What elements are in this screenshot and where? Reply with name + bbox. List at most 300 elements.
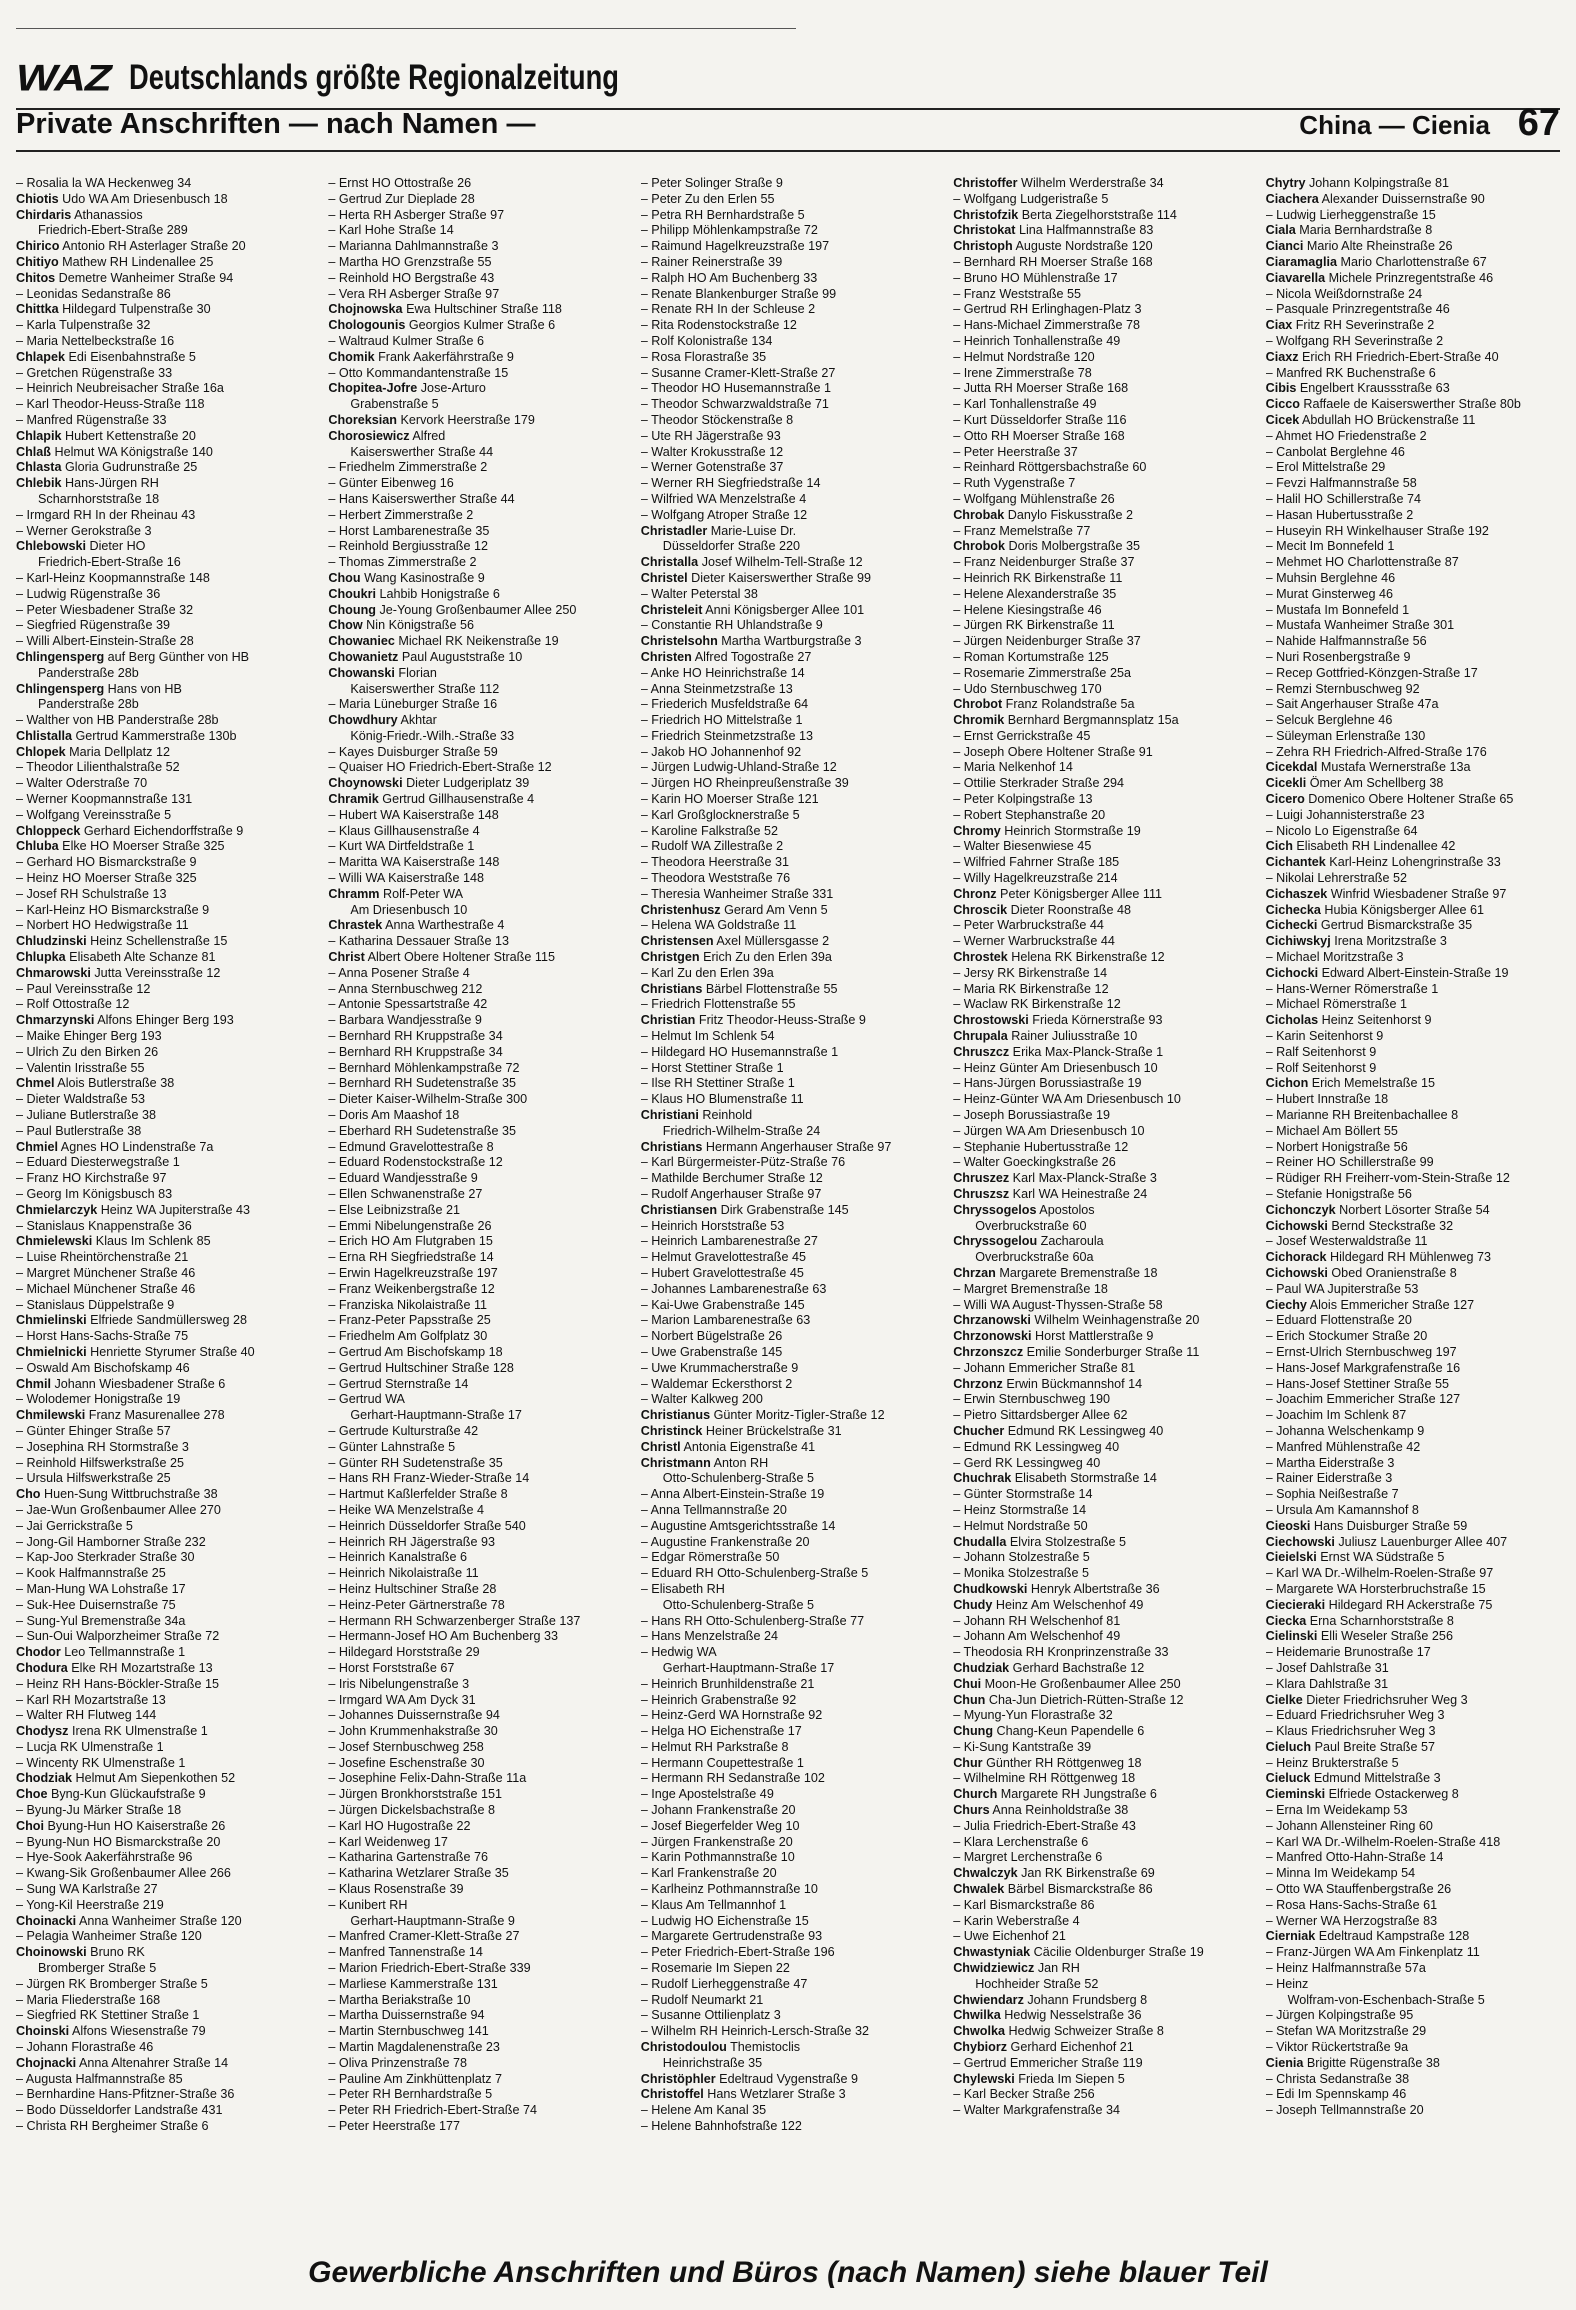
listing-entry: – Horst Stettiner Straße 1 xyxy=(640,1060,784,1075)
listing-entry: Christalla Josef Wilhelm-Tell-Straße 12 xyxy=(640,555,863,570)
listing-entry: – Walther von HB Panderstraße 28b xyxy=(16,713,219,728)
listing-entry: – Heinrich Lambarenestraße 27 xyxy=(640,1234,818,1249)
listing-entry: – Katharina Wetzlarer Straße 35 xyxy=(328,1866,509,1881)
listing-entry: – Rainer Reinerstraße 39 xyxy=(640,254,783,269)
listing-entry: – Werner Gotenstraße 37 xyxy=(640,460,784,475)
listing-entry: Choukri Lahbib Honigstraße 6 xyxy=(328,586,500,601)
listing-entry: – Augustine Amtsgerichtsstraße 14 xyxy=(640,1518,836,1533)
listing-entry: Chluba Elke HO Moerser Straße 325 xyxy=(16,839,225,854)
listing-entry: Chmil Johann Wiesbadener Straße 6 xyxy=(16,1376,226,1391)
listing-entry: – Norbert Honigstraße 56 xyxy=(1265,1139,1408,1154)
listing-entry: – Manfred Tannenstraße 14 xyxy=(328,1945,483,1960)
listing-entry: Cieielski Ernst WA Südstraße 5 xyxy=(1265,1550,1445,1565)
listing-entry: Chudziak Gerhard Bachstraße 12 xyxy=(953,1660,1145,1675)
listing-entry: – Margret Münchener Straße 46 xyxy=(16,1265,196,1280)
listing-entry: – Wolfgang Ludgeristraße 5 xyxy=(953,191,1109,206)
listing-entry: – Peter Wiesbadener Straße 32 xyxy=(16,602,194,617)
listing-entry: Chramik Gertrud Gillhausenstraße 4 xyxy=(328,792,535,807)
footer-note: Gewerbliche Anschriften und Büros (nach Namen) siehe blauer Teil xyxy=(308,2256,1268,2289)
listing-entry: – Wilfried WA Menzelstraße 4 xyxy=(640,491,807,506)
listing-entry: – Michael Römerstraße 1 xyxy=(1265,997,1407,1012)
listing-entry: – Josef RH Schulstraße 13 xyxy=(16,886,167,901)
listing-entry: – Hildegard HO Husemannstraße 1 xyxy=(640,1044,839,1059)
listing-entry: – Werner Koopmannstraße 131 xyxy=(16,792,193,807)
listing-entry: – Ursula Hilfswerkstraße 25 xyxy=(16,1471,171,1486)
listing-entry: – Ernst Gerrickstraße 45 xyxy=(953,728,1091,743)
listing-entry: – Manfred RK Buchenstraße 6 xyxy=(1265,365,1436,380)
listing-entry: Chlebik Hans-Jürgen RH xyxy=(16,476,159,491)
listing-entry: Chmielewski Klaus Im Schlenk 85 xyxy=(16,1234,211,1249)
listing-entry: – Johanna Welschenkamp 9 xyxy=(1265,1423,1425,1438)
listing-entry: Gerhart-Hauptmann-Straße 9 xyxy=(350,1913,515,1928)
listing-entry: – Manfred Mühlenstraße 42 xyxy=(1265,1439,1421,1454)
listing-entry: – Irmgard WA Am Dyck 31 xyxy=(328,1692,476,1707)
listing-entry: Ciechowski Juliusz Lauenburger Allee 407 xyxy=(1265,1534,1508,1549)
listing-entry: – Rosa Hans-Sachs-Straße 61 xyxy=(1265,1897,1438,1912)
listing-entry: – Eduard Flottenstraße 20 xyxy=(1265,1313,1412,1328)
listing-entry: – Hans-Josef Stettiner Straße 55 xyxy=(1265,1376,1449,1391)
listing-entry: – Susanne Ottilienplatz 3 xyxy=(640,2008,781,2023)
page-range: China — Cienia xyxy=(1299,110,1490,140)
listing-entry: – Maritta WA Kaiserstraße 148 xyxy=(328,855,500,870)
masthead-title-line xyxy=(16,50,757,100)
listing-entry: – Karl HO Hugostraße 22 xyxy=(328,1818,471,1833)
listing-entry: – Reinhold Bergiusstraße 12 xyxy=(328,539,489,554)
listing-entry: – Yong-Kil Heerstraße 219 xyxy=(16,1897,164,1912)
listing-entry: – Rudolf Lierheggenstraße 47 xyxy=(640,1976,808,1991)
listing-entry: – Heinz Günter Am Driesenbusch 10 xyxy=(953,1060,1158,1075)
listing-entry: – Theodor Lilienthalstraße 52 xyxy=(16,760,180,775)
listing-entry: – Hermann RH Sedanstraße 102 xyxy=(640,1771,825,1786)
listing-entry: – Emmi Nibelungenstraße 26 xyxy=(328,1218,492,1233)
listing-entry: – Otto WA Stauffenbergstraße 26 xyxy=(1265,1882,1452,1897)
listing-entry: Chrzanowski Wilhelm Weinhagenstraße 20 xyxy=(953,1313,1200,1328)
listing-entry: – Kook Halfmannstraße 25 xyxy=(16,1566,166,1581)
listing-entry: – Siegfried RK Stettiner Straße 1 xyxy=(16,2008,200,2023)
listing-entry: Chou Wang Kasinostraße 9 xyxy=(328,570,485,585)
listing-entry: – Eduard Rodenstockstraße 12 xyxy=(328,1155,503,1170)
listing-entry: – Roman Kortumstraße 125 xyxy=(953,649,1109,664)
listing-entry: Church Margarete RH Jungstraße 6 xyxy=(953,1787,1157,1802)
listing-entry: – Karin HO Moerser Straße 121 xyxy=(640,792,819,807)
listing-entry: – Irene Zimmerstraße 78 xyxy=(953,365,1092,380)
listing-entry: – Anna Albert-Einstein-Straße 19 xyxy=(640,1487,825,1502)
listing-entry: Cichiwskyj Irena Moritzstraße 3 xyxy=(1265,934,1447,949)
listing-entry: – Eduard RH Otto-Schulenberg-Straße 5 xyxy=(640,1566,869,1581)
listing-entry: – Mustafa Wanheimer Straße 301 xyxy=(1265,618,1455,633)
listing-entry: – Pasquale Prinzregentstraße 46 xyxy=(1265,302,1450,317)
listing-entry: – Rüdiger RH Freiherr-vom-Stein-Straße 12 xyxy=(1265,1171,1510,1186)
listing-entry: – Karl Theodor-Heuss-Straße 118 xyxy=(16,397,205,412)
listing-entry: Chybiorz Gerhard Eichenhof 21 xyxy=(953,2040,1134,2055)
listing-entry: Christiani Reinhold xyxy=(640,1108,753,1123)
listing-entry: – Anna Tellmannstraße 20 xyxy=(640,1502,787,1517)
listing-entry: – Klaus HO Blumenstraße 11 xyxy=(640,1092,804,1107)
listing-entry: – Jürgen Frankenstraße 20 xyxy=(640,1834,793,1849)
listing-entry: Cieluck Edmund Mittelstraße 3 xyxy=(1265,1771,1441,1786)
section-title: Private Anschriften — nach Namen — xyxy=(16,108,536,140)
listing-entry: Cicco Raffaele de Kaiserswerther Straße 80b xyxy=(1265,397,1521,412)
listing-entry: Gerhart-Hauptmann-Straße 17 xyxy=(662,1660,835,1675)
listing-entry: – Hans-Werner Römerstraße 1 xyxy=(1265,981,1439,996)
listing-entry: – Heinz xyxy=(1265,1976,1309,1991)
listing-entry: Overbruckstraße 60 xyxy=(975,1218,1087,1233)
listing-entry: – Wolfgang Vereinsstraße 5 xyxy=(16,807,172,822)
listing-entry: – Helena WA Goldstraße 11 xyxy=(640,918,797,933)
listing-entry: – Mustafa Im Bonnefeld 1 xyxy=(1265,602,1410,617)
listing-entry: Chwalczyk Jan RK Birkenstraße 69 xyxy=(953,1866,1155,1881)
listing-entry: – Rainer Eiderstraße 3 xyxy=(1265,1471,1393,1486)
listing-entry: Chodysz Irena RK Ulmenstraße 1 xyxy=(16,1724,208,1739)
listing-entry: Cienia Brigitte Rügenstraße 38 xyxy=(1265,2055,1440,2070)
listing-entry: – Manfred Otto-Hahn-Straße 14 xyxy=(1265,1850,1444,1865)
listing-entry: Chittka Hildegard Tulpenstraße 30 xyxy=(16,302,211,317)
listing-entry: – Myung-Yun Florastraße 32 xyxy=(953,1708,1113,1723)
listing-entry: – Herta RH Asberger Straße 97 xyxy=(328,207,505,222)
listing-entry: – Martin Sternbuschweg 141 xyxy=(328,2024,489,2039)
listing-entry: – Bodo Düsseldorfer Landstraße 431 xyxy=(16,2103,223,2118)
listing-entry: – Ruth Vygenstraße 7 xyxy=(953,476,1076,491)
listing-entry: – Erwin Hagelkreuzstraße 197 xyxy=(328,1265,498,1280)
listing-entry: – Maria Nettelbeckstraße 16 xyxy=(16,333,175,348)
listing-entry: – Werner Warbruckstraße 44 xyxy=(953,934,1115,949)
listing-entry: – Helmut Nordstraße 120 xyxy=(953,349,1095,364)
listing-entry: – Gertrud Hultschiner Straße 128 xyxy=(328,1360,514,1375)
listing-entry: – Zehra RH Friedrich-Alfred-Straße 176 xyxy=(1265,744,1487,759)
listing-entry: – Hubert Gravelottestraße 45 xyxy=(640,1265,804,1280)
listing-entry: – Erol Mittelstraße 29 xyxy=(1265,460,1386,475)
listing-entry: – Bruno HO Mühlenstraße 17 xyxy=(953,270,1118,285)
listing-entry: – Bernhardine Hans-Pfitzner-Straße 36 xyxy=(16,2087,235,2102)
listing-entry: – Anna Sternbuschweg 212 xyxy=(328,981,483,996)
listing-entry: – Theodor HO Husemannstraße 1 xyxy=(640,381,831,396)
listing-entry: Chmarowski Jutta Vereinsstraße 12 xyxy=(16,965,221,980)
listing-entry: Chlasta Gloria Gudrunstraße 25 xyxy=(16,460,198,475)
listing-entry: Cieluch Paul Breite Straße 57 xyxy=(1265,1739,1435,1754)
listing-entry: – Karl Frankenstraße 20 xyxy=(640,1866,777,1881)
listing-entry: – Bernhard RH Kruppstraße 34 xyxy=(328,1029,503,1044)
listing-entry: Chlapik Hubert Kettenstraße 20 xyxy=(16,428,196,443)
listing-entry: Chojnowska Ewa Hultschiner Straße 118 xyxy=(328,302,562,317)
listing-entry: – Gertrud Emmericher Straße 119 xyxy=(953,2055,1143,2070)
listing-entry: – Wilhelm RH Heinrich-Lersch-Straße 32 xyxy=(640,2024,869,2039)
listing-entry: – Oswald Am Bischofskamp 46 xyxy=(16,1360,190,1375)
listing-entry: – Hubert Innstraße 18 xyxy=(1265,1092,1389,1107)
listing-entry: Ciecka Erna Scharnhorststraße 8 xyxy=(1265,1613,1454,1628)
listing-entry: – Stephanie Hubertusstraße 12 xyxy=(953,1139,1129,1154)
listing-entry: – Franz-Jürgen WA Am Finkenplatz 11 xyxy=(1265,1945,1480,1960)
listing-entry: – Willi Albert-Einstein-Straße 28 xyxy=(16,634,194,649)
listing-entry: – Jürgen RK Birkenstraße 11 xyxy=(953,618,1115,633)
listing-entry: – Herbert Zimmerstraße 2 xyxy=(328,507,474,522)
listing-entry: – Canbolat Berglehne 46 xyxy=(1265,444,1405,459)
listing-entry: Ciaramaglia Mario Charlottenstraße 67 xyxy=(1265,254,1487,269)
listing-entry: – Walter Goeckingkstraße 26 xyxy=(953,1155,1116,1170)
listing-entry: – Christa Sedanstraße 38 xyxy=(1265,2071,1410,2086)
listing-entry: – Vera RH Asberger Straße 97 xyxy=(328,286,500,301)
listing-entry: – Monika Stolzestraße 5 xyxy=(953,1566,1089,1581)
listing-entry: – Heike WA Menzelstraße 4 xyxy=(328,1502,485,1517)
listing-entry: – Karl-Heinz HO Bismarckstraße 9 xyxy=(16,902,210,917)
listing-entry: – Doris Am Maashof 18 xyxy=(328,1108,460,1123)
listing-entry: Chodziak Helmut Am Siepenkothen 52 xyxy=(16,1771,236,1786)
listing-entry: – Halil HO Schillerstraße 74 xyxy=(1265,491,1421,506)
listing-entry: – Josef Biegerfelder Weg 10 xyxy=(640,1818,800,1833)
listing-entry: Choreksian Kervork Heerstraße 179 xyxy=(328,412,535,427)
listing-entry: – Bernhard RH Moerser Straße 168 xyxy=(953,254,1153,269)
listing-entry: – Sung-Yul Bremenstraße 34a xyxy=(16,1613,186,1628)
listing-entry: – John Krummenhakstraße 30 xyxy=(328,1724,498,1739)
listing-entry: – Rudolf Neumarkt 21 xyxy=(640,1992,764,2007)
listing-entry: – Walter Oderstraße 70 xyxy=(16,776,148,791)
listing-entry: – Heinrich Grabenstraße 92 xyxy=(640,1692,797,1707)
listing-entry: – Heinz Brukterstraße 5 xyxy=(1265,1755,1399,1770)
listing-column-1 xyxy=(16,176,310,2236)
listing-entry: – Günter Stormstraße 14 xyxy=(953,1487,1093,1502)
listing-entry: – Sung WA Karlstraße 27 xyxy=(16,1882,158,1897)
listing-entry: – Helene Bahnhofstraße 122 xyxy=(640,2119,802,2134)
listing-entry: Cichorack Hildegard RH Mühlenweg 73 xyxy=(1265,1250,1492,1265)
listing-entry: – Edi Im Spennskamp 46 xyxy=(1265,2087,1407,2102)
listing-entry: – Martha HO Grenzstraße 55 xyxy=(328,254,492,269)
listing-entry: – Klaus Rosenstraße 39 xyxy=(328,1882,464,1897)
listing-entry: Chrostowski Frieda Körnerstraße 93 xyxy=(953,1013,1163,1028)
listing-entry: Chwolka Hedwig Schweizer Straße 8 xyxy=(953,2024,1164,2039)
listing-entry: – Ilse RH Stettiner Straße 1 xyxy=(640,1076,795,1091)
listing-entry: Gerhart-Hauptmann-Straße 17 xyxy=(350,1408,522,1423)
listing-entry: – Gertrud Zur Dieplade 28 xyxy=(328,191,475,206)
listing-entry: – Heinrich Nikolaistraße 11 xyxy=(328,1566,479,1581)
listing-entry: – Karoline Falkstraße 52 xyxy=(640,823,778,838)
listing-entry: – Erna RH Siegfriedstraße 14 xyxy=(328,1250,494,1265)
listing-entry: – Karlheinz Pothmannstraße 10 xyxy=(640,1882,818,1897)
listing-entry: Chmielnicki Henriette Styrumer Straße 40 xyxy=(16,1344,255,1359)
listing-entry: Wolfram-von-Eschenbach-Straße 5 xyxy=(1287,1992,1485,2007)
listing-entry: Bromberger Straße 5 xyxy=(38,1961,157,1976)
listing-entry: – Ernst-Ulrich Sternbuschweg 197 xyxy=(1265,1344,1457,1359)
listing-entry: Chur Günther RH Röttgenweg 18 xyxy=(953,1755,1142,1770)
listing-entry: – Gertrud Am Bischofskamp 18 xyxy=(328,1344,503,1359)
listing-entry: Chuchrak Elisabeth Stormstraße 14 xyxy=(953,1471,1157,1486)
listing-entry: Christöphler Edeltraud Vygenstraße 9 xyxy=(640,2071,859,2086)
listing-entry: Cieoski Hans Duisburger Straße 59 xyxy=(1265,1518,1468,1533)
listing-entry: – Gerd RK Lessingweg 40 xyxy=(953,1455,1101,1470)
listing-entry: – Jürgen Kolpingstraße 95 xyxy=(1265,2008,1414,2023)
listing-entry: Christoph Auguste Nordstraße 120 xyxy=(953,239,1153,254)
listing-entry: – Petra RH Bernhardstraße 5 xyxy=(640,207,805,222)
listing-entry: – Heinz-Gerd WA Hornstraße 92 xyxy=(640,1708,823,1723)
listing-entry: Cho Huen-Sung Wittbruchstraße 38 xyxy=(16,1487,218,1502)
listing-entry: – Theodora Weststraße 76 xyxy=(640,871,791,886)
listing-entry: Chorosiewicz Alfred xyxy=(328,428,446,443)
listing-entry: – Jong-Gil Hamborner Straße 232 xyxy=(16,1534,206,1549)
listing-entry: – Selcuk Berglehne 46 xyxy=(1265,713,1393,728)
listing-entry: – Franz Neidenburger Straße 37 xyxy=(953,555,1135,570)
listing-entry: Chudy Heinz Am Welschenhof 49 xyxy=(953,1597,1144,1612)
listing-entry: – Uwe Grabenstraße 145 xyxy=(640,1344,783,1359)
listing-entry: – Johann Stolzestraße 5 xyxy=(953,1550,1090,1565)
listing-entry: – Reiner HO Schillerstraße 99 xyxy=(1265,1155,1434,1170)
listing-entry: – Heinrich Brunhildenstraße 21 xyxy=(640,1676,815,1691)
listing-entry: – Margret Bremenstraße 18 xyxy=(953,1281,1108,1296)
listing-entry: – Stanislaus Düppelstraße 9 xyxy=(16,1297,175,1312)
listing-entry: – Josef Sternbuschweg 258 xyxy=(328,1739,484,1754)
listing-entry: – Maria Nelkenhof 14 xyxy=(953,760,1073,775)
listing-entry: – Hans RH Franz-Wieder-Straße 14 xyxy=(328,1471,530,1486)
listing-entry: – Karl WA Dr.-Wilhelm-Roelen-Straße 418 xyxy=(1265,1834,1501,1849)
listing-entry: – Manfred Rügenstraße 33 xyxy=(16,412,167,427)
listing-entry: – Franziska Nikolaistraße 11 xyxy=(328,1297,488,1312)
listing-entry: – Mathilde Berchumer Straße 12 xyxy=(640,1171,823,1186)
listing-entry: – Michael Münchener Straße 46 xyxy=(16,1281,196,1296)
listing-entry: – Josefine Eschenstraße 30 xyxy=(328,1755,485,1770)
listing-entry: – Martin Magdalenenstraße 23 xyxy=(328,2040,500,2055)
listing-entry: Ciavarella Michele Prinzregentstraße 46 xyxy=(1265,270,1494,285)
listing-entry: Ciechy Alois Emmericher Straße 127 xyxy=(1265,1297,1475,1312)
listing-entry: – Pietro Sittardsberger Allee 62 xyxy=(953,1408,1128,1423)
listing-entry: – Paul WA Jupiterstraße 53 xyxy=(1265,1281,1419,1296)
listing-entry: Cichowski Obed Oranienstraße 8 xyxy=(1265,1265,1457,1280)
listing-entry: – Norbert HO Hedwigstraße 11 xyxy=(16,918,189,933)
listing-entry: – Walter Biesenwiese 45 xyxy=(953,839,1092,854)
listing-entry: – Heinz-Günter WA Am Driesenbusch 10 xyxy=(953,1092,1181,1107)
listing-entry: – Karin Weberstraße 4 xyxy=(953,1913,1080,1928)
listing-entry: – Peter RH Friedrich-Ebert-Straße 74 xyxy=(328,2103,537,2118)
listing-entry: – Jutta RH Moerser Straße 168 xyxy=(953,381,1129,396)
listing-entry: – Nahide Halfmannstraße 56 xyxy=(1265,634,1427,649)
listing-entry: – Peter Solinger Straße 9 xyxy=(640,176,783,190)
listing-entry: Cichaszek Winfrid Wiesbadener Straße 97 xyxy=(1265,886,1507,901)
listing-entry: – Marion Lambarenestraße 63 xyxy=(640,1313,811,1328)
listing-entry: Chun Cha-Jun Dietrich-Rütten-Straße 12 xyxy=(953,1692,1184,1707)
listing-entry: Chylewski Frieda Im Siepen 5 xyxy=(953,2071,1125,2086)
listing-entry: – Martha Eiderstraße 3 xyxy=(1265,1455,1395,1470)
listing-entry: Cicero Domenico Obere Holtener Straße 65 xyxy=(1265,792,1514,807)
listing-entry: – Friedhelm Zimmerstraße 2 xyxy=(328,460,488,475)
listing-entry: – Hildegard Horststraße 29 xyxy=(328,1645,480,1660)
listing-entry: – Hartmut Kaßlerfelder Straße 8 xyxy=(328,1487,508,1502)
listing-entry: Chruszcz Erika Max-Planck-Straße 1 xyxy=(953,1044,1164,1059)
listing-entry: Choe Byng-Kun Glückaufstraße 9 xyxy=(16,1787,206,1802)
listing-entry: – Man-Hung WA Lohstraße 17 xyxy=(16,1581,186,1596)
listing-entry: Chrzonz Erwin Bückmannshof 14 xyxy=(953,1376,1143,1391)
listing-entry: Chlaß Helmut WA Königstraße 140 xyxy=(16,444,213,459)
listing-entry: Ciecieraki Hildegard RH Ackerstraße 75 xyxy=(1265,1597,1493,1612)
listing-entry: – Hye-Sook Aakerfährstraße 96 xyxy=(16,1850,193,1865)
listing-entry: – Heinrich Horststraße 53 xyxy=(640,1218,785,1233)
listing-entry: – Walter Peterstal 38 xyxy=(640,586,758,601)
listing-entry: – Klara Dahlstraße 31 xyxy=(1265,1676,1389,1691)
listing-entry: – Renate Blankenburger Straße 99 xyxy=(640,286,837,301)
listing-entry: – Ludwig Lierheggenstraße 15 xyxy=(1265,207,1436,222)
listing-entry: – Johannes Lambarenestraße 63 xyxy=(640,1281,827,1296)
listing-entry: – Jürgen WA Am Driesenbusch 10 xyxy=(953,1123,1145,1138)
listing-entry: Christoffer Wilhelm Werderstraße 34 xyxy=(953,176,1164,190)
listing-entry: – Helmut Gravelottestraße 45 xyxy=(640,1250,806,1265)
listing-entry: – Peter Friedrich-Ebert-Straße 196 xyxy=(640,1945,835,1960)
listing-entry: – Helene Alexanderstraße 35 xyxy=(953,586,1117,601)
listing-entry: – Kayes Duisburger Straße 59 xyxy=(328,744,498,759)
listing-entry: – Johann Emmericher Straße 81 xyxy=(953,1360,1136,1375)
listing-entry: Chopitea-Jofre Jose-Arturo xyxy=(328,381,486,396)
listing-entry: – Hans-Josef Markgrafenstraße 16 xyxy=(1265,1360,1461,1375)
listing-entry: – Rudolf Angerhauser Straße 97 xyxy=(640,1187,822,1201)
listing-entry: Chrupala Rainer Juliusstraße 10 xyxy=(953,1029,1138,1044)
listing-entry: – Josephine Felix-Dahn-Straße 11a xyxy=(328,1771,527,1786)
listing-entry: Chlebowski Dieter HO xyxy=(16,539,146,554)
listing-entry: Chruszsz Karl WA Heinestraße 24 xyxy=(953,1187,1148,1201)
listing-entry: – Karin Seitenhorst 9 xyxy=(1265,1029,1384,1044)
listing-entry: – Uwe Eichenhof 21 xyxy=(953,1929,1066,1944)
listing-entry: – Inge Apostelstraße 49 xyxy=(640,1787,774,1802)
listing-entry: Christenhusz Gerard Am Venn 5 xyxy=(640,902,828,917)
listing-entry: Cichantek Karl-Heinz Lohengrinstraße 33 xyxy=(1265,855,1501,870)
listing-entry: – Marion Friedrich-Ebert-Straße 339 xyxy=(328,1961,531,1976)
listing-entry: – Rita Rodenstockstraße 12 xyxy=(640,318,797,333)
listing-entry: Chrobak Danylo Fiskusstraße 2 xyxy=(953,507,1134,522)
listing-entry: Ciaxz Erich RH Friedrich-Ebert-Straße 40 xyxy=(1265,349,1499,364)
listing-entry: – Josef Westerwaldstraße 11 xyxy=(1265,1234,1428,1249)
listing-entry: – Margarete WA Horsterbruchstraße 15 xyxy=(1265,1581,1486,1596)
listing-entry: – Constantie RH Uhlandstraße 9 xyxy=(640,618,823,633)
listing-entry: – Karl RH Mozartstraße 13 xyxy=(16,1692,166,1707)
listing-entry: – Klaus Gillhausenstraße 4 xyxy=(328,823,480,838)
listing-entry: – Jai Gerrickstraße 5 xyxy=(16,1518,133,1533)
page-number: 67 xyxy=(1517,102,1560,144)
listing-entry: – Rolf Kolonistraße 134 xyxy=(640,333,773,348)
listing-entry: Cicek Abdullah HO Brückenstraße 11 xyxy=(1265,412,1476,427)
listing-entry: – Franz HO Kirchstraße 97 xyxy=(16,1171,167,1186)
listing-entry: Ciala Maria Bernhardstraße 8 xyxy=(1265,223,1433,238)
listing-entry: – Horst Lambarenestraße 35 xyxy=(328,523,490,538)
listing-entry: Choinski Alfons Wiesenstraße 79 xyxy=(16,2024,206,2039)
listing-entry: – Erich Stockumer Straße 20 xyxy=(1265,1329,1428,1344)
listing-entry: – Joseph Tellmannstraße 20 xyxy=(1265,2103,1424,2118)
listing-entry: – Viktor Rückertstraße 9a xyxy=(1265,2040,1409,2055)
listing-entry: Chojnacki Anna Altenahrer Straße 14 xyxy=(16,2055,229,2070)
listing-entry: – Theodosia RH Kronprinzenstraße 33 xyxy=(953,1645,1169,1660)
listing-entry: – Margret Lerchenstraße 6 xyxy=(953,1850,1103,1865)
listing-entry: – Sophia Neißestraße 7 xyxy=(1265,1487,1399,1502)
listing-entry: – Peter Zu den Erlen 55 xyxy=(640,191,775,206)
listing-entry: Chowanietz Paul Auguststraße 10 xyxy=(328,649,523,664)
listing-entry: – Rolf Ottostraße 12 xyxy=(16,997,130,1012)
listing-entry: Chryssogelou Zacharoula xyxy=(953,1234,1104,1249)
listing-entry: Scharnhorststraße 18 xyxy=(38,491,160,506)
listing-entry: – Gertrude Kulturstraße 42 xyxy=(328,1423,479,1438)
listing-entry: Chitos Demetre Wanheimer Straße 94 xyxy=(16,270,234,285)
listing-entry: Chirdaris Athanassios xyxy=(16,207,143,222)
listing-entry: – Jakob HO Johannenhof 92 xyxy=(640,744,802,759)
listing-entry: Choynowski Dieter Ludgeriplatz 39 xyxy=(328,776,530,791)
listing-entry: – Heinrich RH Jägerstraße 93 xyxy=(328,1534,495,1549)
listing-entry: – Werner WA Herzogstraße 83 xyxy=(1265,1913,1438,1928)
listing-entry: – Renate RH In der Schleuse 2 xyxy=(640,302,816,317)
listing-entry: – Ahmet HO Friedenstraße 2 xyxy=(1265,428,1427,443)
listing-entry: – Theodor Stöckenstraße 8 xyxy=(640,412,794,427)
listing-entry: – Erwin Sternbuschweg 190 xyxy=(953,1392,1111,1407)
listing-entry: – Süleyman Erlenstraße 130 xyxy=(1265,728,1426,743)
listing-entry: Cianci Mario Alte Rheinstraße 26 xyxy=(1265,239,1453,254)
listing-entry: Ciachera Alexander Duissernstraße 90 xyxy=(1265,191,1485,206)
listing-entry: – Nicola Weißdornstraße 24 xyxy=(1265,286,1423,301)
listing-entry: – Jürgen Ludwig-Uhland-Straße 12 xyxy=(640,760,837,775)
listing-entry: – Peter RH Bernhardstraße 5 xyxy=(328,2087,493,2102)
listing-entry: – Waltraud Kulmer Straße 6 xyxy=(328,333,485,348)
listing-entry: – Helmut Im Schlenk 54 xyxy=(640,1029,775,1044)
listing-entry: – Norbert Bügelstraße 26 xyxy=(640,1329,783,1344)
listing-entry: – Michael Moritzstraße 3 xyxy=(1265,950,1404,965)
